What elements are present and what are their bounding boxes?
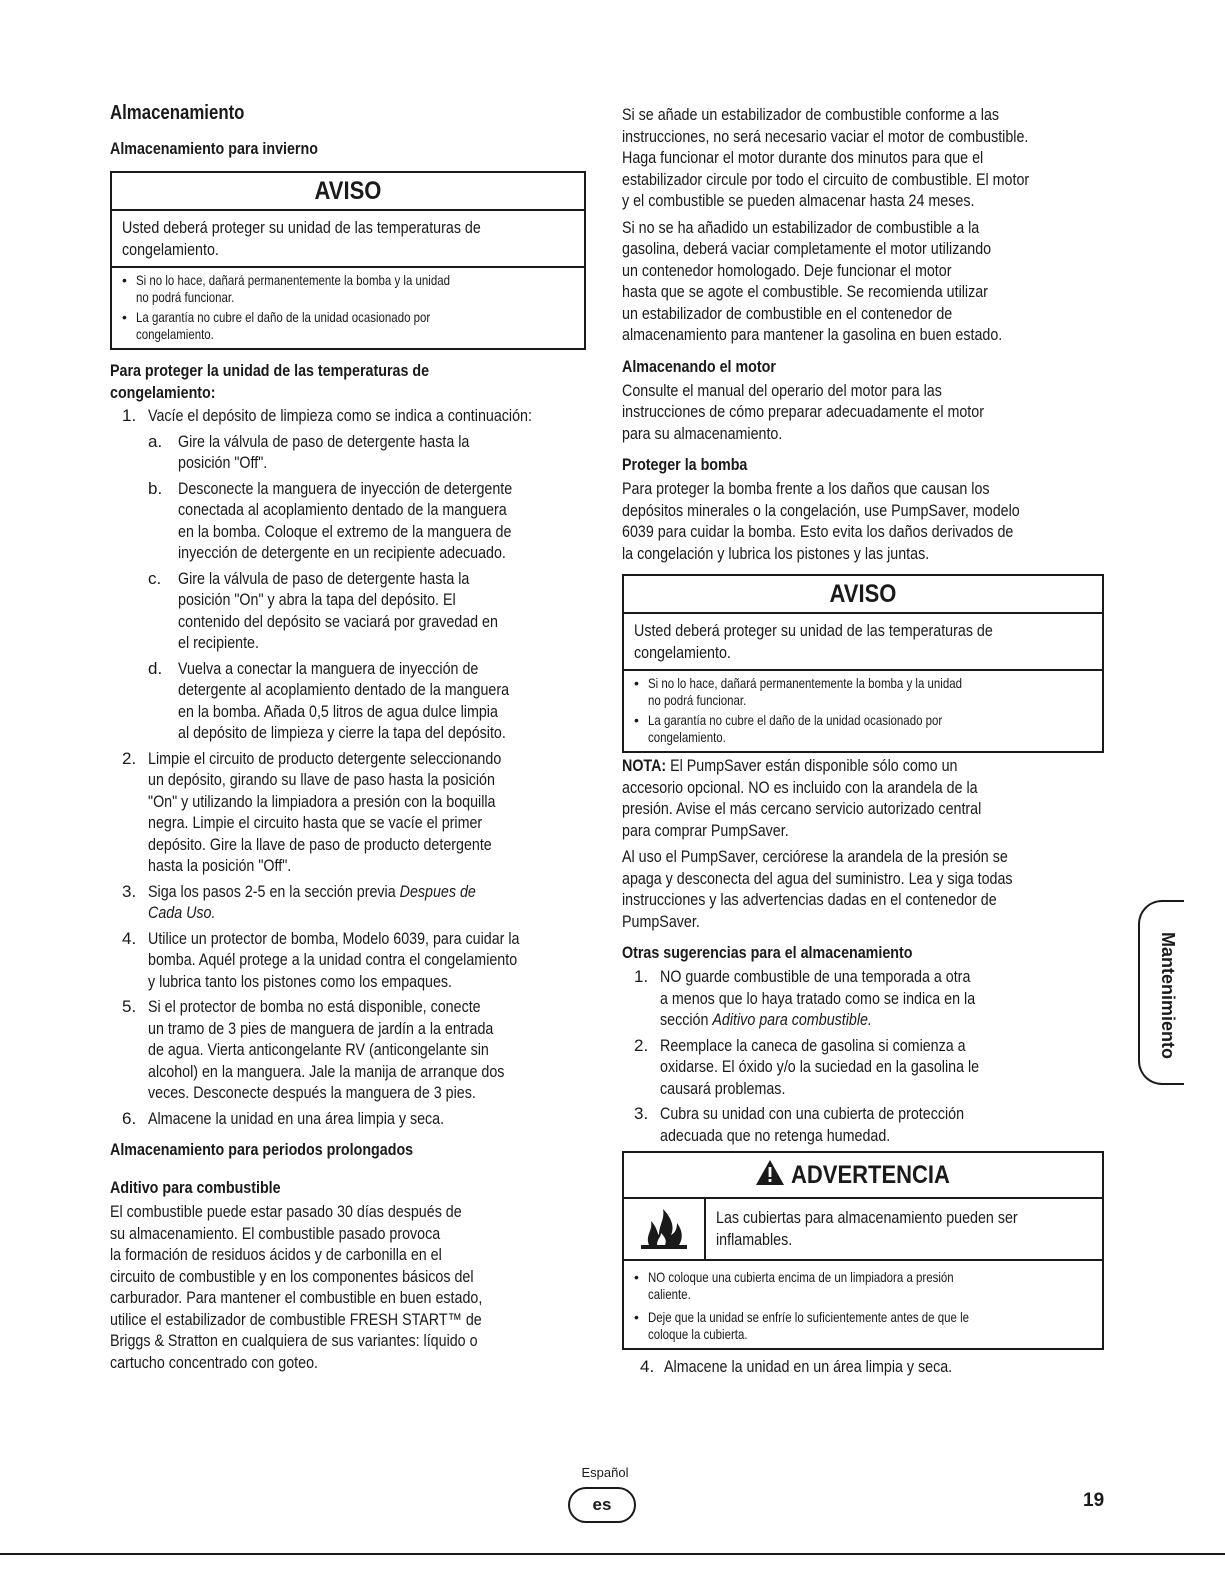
protect-heading: Para proteger la unidad de las temperaturas de congelamiento: xyxy=(110,361,430,402)
warning-text: Las cubiertas para almacenamiento pueden ser inflamables. xyxy=(716,1208,1018,1249)
notice-bullets xyxy=(624,671,1102,751)
tip-item: 1. NO guarde combustible de una temporada a otra a menos que lo haya tratado como se indica en la sección Aditivo para combustible. xyxy=(634,967,976,1029)
section-tab-label: Mantenimiento xyxy=(1158,932,1178,1060)
warning-icon-row xyxy=(624,1199,1102,1261)
page-number: 19 xyxy=(1083,1490,1105,1511)
nota-paragraph: NOTA: El PumpSaver están disponible sólo como un accesorio opcional. NO es incluido con la arandela de la presión. Avise el más cercano servicio autorizado central para comprar PumpSaver. xyxy=(622,756,982,840)
notice-title: AVISO xyxy=(624,576,1102,614)
warning-box xyxy=(622,1151,1104,1350)
substep-item: c. Gire la válvula de paso de detergente hasta la posición "On" y abra la tapa del depósito. El contenido del depósito se vaciará por gravedad en el recipiente. xyxy=(148,568,498,652)
right-column xyxy=(622,104,1117,1378)
fire-hazard-cell xyxy=(624,1199,706,1259)
warning-bullet: • NO coloque una cubierta encima de un limpiadora a presión caliente. xyxy=(634,1269,954,1302)
step-item: 1. Vacíe el depósito de limpieza como se indica a continuación: a. Gire la válvula de paso de detergente hasta la posición "Off". b. Desconecte la manguera de inyección de detergente conectada al acoplamiento dentado de la manguera en la bomba. Coloque el extremo de la manguera de inyección de detergente en un recipiente adecuado. c. Gire la válvula de paso de detergente hasta la posición "On" y abra la tapa del depósito. El contenido del depósito se vaciará por gravedad en el recipiente. d. Vuelva a conectar la manguera de inyección de detergente al acoplamiento dentado de la manguera en la bomba. Añada 0,5 litros de agua dulce limpia al depósito de limpieza y cierre la tapa del depósito. xyxy=(110,405,590,744)
step-item: 6. Almacene la unidad en una área limpia y seca. xyxy=(122,1108,445,1128)
tip-item: 3. Cubra su unidad con una cubierta de protección adecuada que no retenga humedad. xyxy=(634,1104,965,1145)
notice-bullet: • Si no lo hace, dañará permanentemente la bomba y la unidad no podrá funcionar. xyxy=(634,675,962,708)
substep-item: a. Gire la válvula de paso de detergente hasta la posición "Off". xyxy=(148,431,470,472)
warning-triangle-icon xyxy=(755,1159,785,1186)
motor-paragraph: Consulte el manual del operario del motor para las instrucciones de cómo preparar adecuadamente el motor para su almacenamiento. xyxy=(622,380,984,443)
other-tips-heading: Otras sugerencias para el almacenamiento xyxy=(622,943,913,962)
pump-paragraph: Para proteger la bomba frente a los daños que causan los depósitos minerales o la congelación, use PumpSaver, modelo 6039 para cuidar la bomba. Esto evita los daños derivados de la congelación y lubrica los pistones y las juntas. xyxy=(622,479,1020,563)
bottom-rule xyxy=(0,1553,1225,1555)
fuel-paragraph: El combustible puede estar pasado 30 días después de su almacenamiento. El combustible pasado provoca la formación de residuos ácidos y de carbonilla en el circuito de combustible y en los componentes básicos del carburador. Para mantener el combustible en buen estado, utilice el estabilizador de combustible FRESH START™ de Briggs & Stratton en cualquiera de sus variantes: líquido o cartucho concentrado con goteo. xyxy=(110,1202,483,1372)
substep-item: b. Desconecte la manguera de inyección de detergente conectada al acoplamiento dentado de la manguera en la bomba. Coloque el extremo de la manguera de inyección de detergente en un recipiente adecuado. xyxy=(148,478,513,562)
step-item: 4. Utilice un protector de bomba, Modelo 6039, para cuidar la bomba. Aquél protege a la unidad contra el congelamiento y lubrica tanto los pistones como los empaques. xyxy=(122,928,520,991)
notice-bullet: • La garantía no cubre el daño de la unidad ocasionado por congelamiento. xyxy=(634,712,943,745)
pump-heading: Proteger la bomba xyxy=(622,455,748,474)
notice-body: Usted deberá proteger su unidad de las temperaturas de congelamiento. xyxy=(112,211,584,268)
warning-bullets xyxy=(624,1261,1102,1348)
step-item: 2. Limpie el circuito de producto detergente seleccionando un depósito, girando su llave de paso hasta la posición "On" y utilizando la limpiadora a presión con la boquilla negra. Limpie el circuito hasta que se vacíe el primer depósito. Gire la llave de paso de producto detergente hasta la posición "Off". xyxy=(122,748,502,875)
notice-box-2 xyxy=(622,574,1104,753)
warning-bullet: • Deje que la unidad se enfríe lo suficientemente antes de que le coloque la cubierta. xyxy=(634,1309,970,1342)
stabilizer-paragraph: Si se añade un estabilizador de combustible conforme a las instrucciones, no será necesario vaciar el motor de combustible. Haga funcionar el motor durante dos minutos para que el estabilizador circule por todo el circuito de combustible. El motor y el combustible se pueden almacenar hasta 24 meses. xyxy=(622,105,1030,210)
footer-language: Español xyxy=(581,1465,629,1480)
tip-item: 2. Reemplace la caneca de gasolina si comienza a oxidarse. El óxido y/o la suciedad en la gasolina le causará problemas. xyxy=(634,1035,980,1098)
step-item: 3. Siga los pasos 2-5 en la sección previa Despues de Cada Uso. xyxy=(122,881,476,922)
protect-steps xyxy=(110,405,590,1129)
notice-box-1 xyxy=(110,171,586,350)
notice-body: Usted deberá proteger su unidad de las temperaturas de congelamiento. xyxy=(624,614,1102,671)
drain-paragraph: Si no se ha añadido un estabilizador de combustible a la gasolina, deberá vaciar completamente el motor utilizando un contenedor homologado. Deje funcionar el motor hasta que se agote el combustible. Se recomienda utilizar un estabilizador de combustible en el contenedor de almacenamiento para mantener la gasolina en buen estado. xyxy=(622,217,1003,344)
left-column xyxy=(110,100,590,1373)
step-item: 5. Si el protector de bomba no está disponible, conecte un tramo de 3 pies de manguera de jardín a la entrada de agua. Vierta anticongelante RV (anticongelante sin alcohol) en la manguera. Jale la manija de arranque dos veces. Desconecte después la manguera de 3 pies. xyxy=(122,997,505,1102)
long-storage-heading: Almacenamiento para periodos prolongados xyxy=(110,1140,414,1159)
fire-hazard-icon xyxy=(635,1205,693,1253)
substep-item: d. Vuelva a conectar la manguera de inyección de detergente al acoplamiento dentado de la manguera en la bomba. Añada 0,5 litros de agua dulce limpia al depósito de limpieza y cierre la tapa del depósito. xyxy=(148,658,510,742)
other-tips-list xyxy=(622,966,1117,1146)
notice-bullet: • La garantía no cubre el daño de la unidad ocasionado por congelamiento. xyxy=(122,309,431,342)
motor-heading: Almacenando el motor xyxy=(622,356,776,376)
pumpsaver-use-paragraph: Al uso el PumpSaver, cerciórese la arandela de la presión se apaga y desconecta del agua del suministro. Lea y siga todas instrucciones y las advertencias dadas en el contenedor de PumpSaver. xyxy=(622,847,1013,931)
winter-heading: Almacenamiento para invierno xyxy=(110,139,318,158)
fuel-additive-heading: Aditivo para combustible xyxy=(110,1178,281,1197)
notice-bullets xyxy=(112,268,584,348)
section-title: Almacenamiento xyxy=(110,102,245,124)
language-code-badge: es xyxy=(568,1487,636,1523)
notice-bullet: • Si no lo hace, dañará permanentemente la bomba y la unidad no podrá funcionar. xyxy=(122,272,450,305)
notice-title: AVISO xyxy=(112,173,584,211)
step-4: 4. Almacene la unidad en un área limpia y seca. xyxy=(640,1357,953,1376)
warning-title: ADVERTENCIA xyxy=(624,1153,1102,1199)
